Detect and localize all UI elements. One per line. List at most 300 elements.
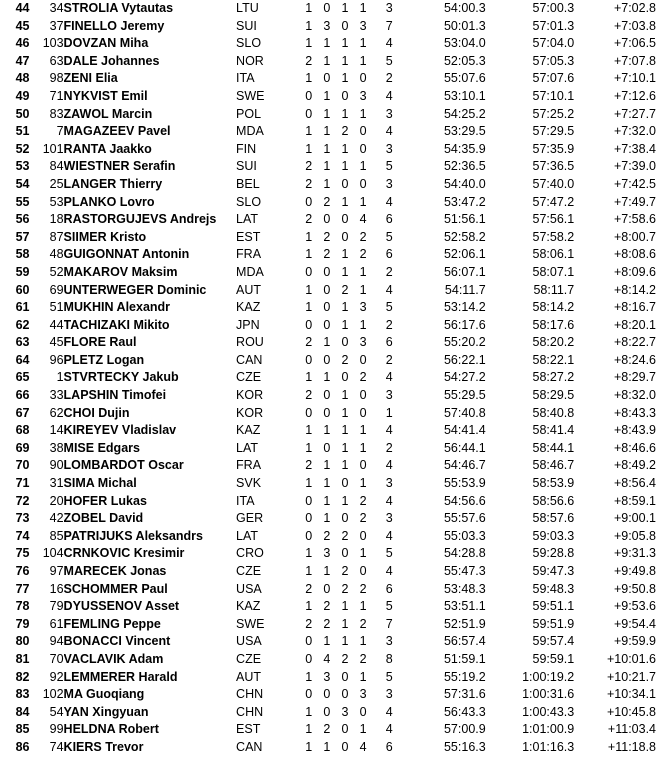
shooting-3-cell: 1 bbox=[341, 264, 349, 279]
behind-cell: +10:21.7 bbox=[606, 669, 656, 684]
athlete-name-cell: FINELLO Jeremy bbox=[63, 18, 165, 33]
behind-cell: +7:58.6 bbox=[613, 212, 656, 227]
shooting-4-cell: 1 bbox=[359, 476, 367, 491]
bib-cell: 70 bbox=[49, 651, 64, 666]
rank-cell: 81 bbox=[15, 651, 30, 666]
ski-time-cell: 56:17.6 bbox=[443, 317, 486, 332]
shooting-1-cell: 1 bbox=[305, 247, 313, 262]
shooting-2-cell: 1 bbox=[323, 36, 331, 51]
bib-cell: 74 bbox=[49, 739, 64, 754]
table-row bbox=[0, 387, 656, 405]
bib-cell: 61 bbox=[49, 616, 64, 631]
athlete-name-cell: WIESTNER Serafin bbox=[63, 159, 176, 174]
bib-cell: 33 bbox=[49, 388, 64, 403]
penalties-total-cell: 3 bbox=[385, 511, 393, 526]
table-row bbox=[0, 651, 656, 669]
nation-cell: LTU bbox=[236, 1, 259, 15]
shooting-1-cell: 0 bbox=[305, 651, 313, 666]
athlete-name-cell: MUKHIN Alexandr bbox=[63, 300, 171, 315]
ski-time-cell: 51:56.1 bbox=[443, 212, 486, 227]
nation-cell: KAZ bbox=[236, 300, 261, 315]
total-time-cell: 58:44.1 bbox=[532, 440, 575, 455]
bib-cell: 83 bbox=[49, 106, 64, 121]
shooting-1-cell: 2 bbox=[305, 458, 313, 473]
table-row bbox=[0, 457, 656, 475]
rank-cell: 46 bbox=[15, 36, 30, 51]
shooting-4-cell: 0 bbox=[359, 704, 367, 719]
rank-cell: 60 bbox=[15, 282, 30, 297]
penalties-total-cell: 4 bbox=[385, 282, 393, 297]
bib-cell: 92 bbox=[49, 669, 64, 684]
penalties-total-cell: 6 bbox=[385, 581, 393, 596]
shooting-2-cell: 1 bbox=[323, 176, 331, 191]
penalties-total-cell: 4 bbox=[385, 36, 393, 51]
total-time-cell: 57:47.2 bbox=[532, 194, 575, 209]
nation-cell: KAZ bbox=[236, 423, 261, 438]
shooting-3-cell: 1 bbox=[341, 300, 349, 315]
bib-cell: 20 bbox=[49, 493, 64, 508]
table-row bbox=[0, 493, 656, 511]
behind-cell: +7:38.4 bbox=[613, 141, 656, 156]
rank-cell: 64 bbox=[15, 352, 30, 367]
total-time-cell: 57:35.9 bbox=[532, 141, 575, 156]
shooting-1-cell: 2 bbox=[305, 159, 313, 174]
bib-cell: 54 bbox=[49, 704, 64, 719]
shooting-2-cell: 1 bbox=[323, 423, 331, 438]
table-row bbox=[0, 686, 656, 704]
rank-cell: 47 bbox=[15, 53, 30, 68]
rank-cell: 67 bbox=[15, 405, 30, 420]
behind-cell: +10:01.6 bbox=[606, 651, 656, 666]
total-time-cell: 57:10.1 bbox=[532, 88, 575, 103]
behind-cell: +8:20.1 bbox=[613, 317, 656, 332]
behind-cell: +9:00.1 bbox=[613, 511, 656, 526]
shooting-2-cell: 0 bbox=[323, 264, 331, 279]
athlete-name-cell: RANTA Jaakko bbox=[63, 141, 152, 156]
athlete-name-cell: DALE Johannes bbox=[63, 53, 160, 68]
behind-cell: +8:59.1 bbox=[613, 493, 656, 508]
rank-cell: 71 bbox=[15, 476, 30, 491]
ski-time-cell: 54:28.8 bbox=[443, 546, 486, 561]
behind-cell: +8:56.4 bbox=[613, 476, 656, 491]
shooting-4-cell: 3 bbox=[359, 300, 367, 315]
shooting-1-cell: 1 bbox=[305, 722, 313, 737]
athlete-name-cell: DYUSSENOV Asset bbox=[63, 599, 180, 614]
bib-cell: 18 bbox=[49, 212, 64, 227]
ski-time-cell: 53:04.0 bbox=[443, 36, 486, 51]
rank-cell: 73 bbox=[15, 511, 30, 526]
rank-cell: 59 bbox=[15, 264, 30, 279]
athlete-name-cell: FEMLING Peppe bbox=[63, 616, 161, 631]
table-row bbox=[0, 299, 656, 317]
shooting-2-cell: 0 bbox=[323, 352, 331, 367]
athlete-name-cell: RASTORGUJEVS Andrejs bbox=[63, 212, 217, 227]
bib-cell: 103 bbox=[42, 36, 64, 51]
shooting-1-cell: 1 bbox=[305, 739, 313, 754]
athlete-name-cell: UNTERWEGER Dominic bbox=[63, 282, 207, 297]
shooting-1-cell: 1 bbox=[305, 564, 313, 578]
ski-time-cell: 54:40.0 bbox=[443, 176, 486, 191]
shooting-2-cell: 1 bbox=[323, 511, 331, 526]
shooting-4-cell: 1 bbox=[359, 634, 367, 649]
ski-time-cell: 53:10.1 bbox=[443, 88, 486, 103]
shooting-4-cell: 1 bbox=[359, 423, 367, 438]
table-row bbox=[0, 616, 656, 634]
shooting-2-cell: 0 bbox=[323, 704, 331, 719]
behind-cell: +9:59.9 bbox=[613, 634, 656, 649]
ski-time-cell: 56:44.1 bbox=[443, 440, 486, 455]
nation-cell: AUT bbox=[236, 669, 262, 684]
ski-time-cell: 55:07.6 bbox=[443, 71, 486, 86]
total-time-cell: 58:41.4 bbox=[532, 423, 575, 438]
total-time-cell: 58:06.1 bbox=[532, 247, 575, 262]
shooting-3-cell: 0 bbox=[341, 335, 349, 350]
nation-cell: LAT bbox=[236, 440, 259, 455]
shooting-3-cell: 1 bbox=[341, 71, 349, 86]
table-row bbox=[0, 422, 656, 440]
penalties-total-cell: 5 bbox=[385, 300, 393, 315]
shooting-2-cell: 4 bbox=[323, 651, 331, 666]
penalties-total-cell: 4 bbox=[385, 423, 393, 438]
behind-cell: +8:46.6 bbox=[613, 440, 656, 455]
shooting-3-cell: 2 bbox=[341, 651, 349, 666]
rank-cell: 58 bbox=[15, 247, 30, 262]
table-row bbox=[0, 229, 656, 247]
shooting-2-cell: 0 bbox=[323, 317, 331, 332]
behind-cell: +11:18.8 bbox=[607, 739, 656, 754]
nation-cell: CZE bbox=[236, 370, 262, 385]
behind-cell: +7:03.8 bbox=[613, 18, 656, 33]
behind-cell: +8:14.2 bbox=[613, 282, 656, 297]
nation-cell: MDA bbox=[236, 264, 264, 279]
total-time-cell: 58:20.2 bbox=[532, 335, 575, 350]
shooting-1-cell: 1 bbox=[305, 546, 313, 561]
nation-cell: FRA bbox=[236, 247, 262, 262]
penalties-total-cell: 2 bbox=[385, 71, 393, 86]
penalties-total-cell: 7 bbox=[385, 18, 393, 33]
shooting-3-cell: 1 bbox=[341, 1, 349, 15]
rank-cell: 51 bbox=[15, 124, 30, 139]
table-row bbox=[0, 704, 656, 722]
nation-cell: EST bbox=[236, 722, 261, 737]
shooting-4-cell: 3 bbox=[359, 18, 367, 33]
bib-cell: 42 bbox=[49, 511, 64, 526]
rank-cell: 54 bbox=[15, 176, 30, 191]
rank-cell: 84 bbox=[15, 704, 30, 719]
shooting-4-cell: 0 bbox=[359, 388, 367, 403]
rank-cell: 65 bbox=[15, 370, 30, 385]
shooting-3-cell: 0 bbox=[341, 176, 349, 191]
shooting-4-cell: 1 bbox=[359, 106, 367, 121]
total-time-cell: 1:01:00.9 bbox=[522, 722, 575, 737]
athlete-name-cell: GUIGONNAT Antonin bbox=[63, 247, 190, 262]
athlete-name-cell: LEMMERER Harald bbox=[63, 669, 178, 684]
behind-cell: +7:07.8 bbox=[613, 53, 656, 68]
shooting-4-cell: 0 bbox=[359, 124, 367, 139]
shooting-1-cell: 2 bbox=[305, 616, 313, 631]
shooting-4-cell: 0 bbox=[359, 405, 367, 420]
table-row bbox=[0, 282, 656, 300]
penalties-total-cell: 3 bbox=[385, 106, 393, 121]
table-row bbox=[0, 405, 656, 423]
total-time-cell: 58:17.6 bbox=[532, 317, 575, 332]
behind-cell: +7:49.7 bbox=[613, 194, 656, 209]
athlete-name-cell: PLANKO Lovro bbox=[63, 194, 155, 209]
total-time-cell: 58:53.9 bbox=[532, 476, 575, 491]
penalties-total-cell: 5 bbox=[385, 53, 393, 68]
penalties-total-cell: 7 bbox=[385, 616, 393, 631]
bib-cell: 14 bbox=[49, 423, 64, 438]
athlete-name-cell: BONACCI Vincent bbox=[63, 634, 171, 649]
rank-cell: 72 bbox=[15, 493, 30, 508]
shooting-4-cell: 0 bbox=[359, 528, 367, 543]
shooting-4-cell: 2 bbox=[359, 247, 367, 262]
shooting-4-cell: 3 bbox=[359, 335, 367, 350]
athlete-name-cell: PLETZ Logan bbox=[63, 352, 145, 367]
shooting-4-cell: 4 bbox=[359, 212, 367, 227]
bib-cell: 51 bbox=[49, 300, 64, 315]
shooting-1-cell: 0 bbox=[305, 405, 313, 420]
penalties-total-cell: 3 bbox=[385, 476, 393, 491]
bib-cell: 52 bbox=[49, 264, 64, 279]
rank-cell: 50 bbox=[15, 106, 30, 121]
shooting-1-cell: 2 bbox=[305, 388, 313, 403]
shooting-4-cell: 3 bbox=[359, 88, 367, 103]
total-time-cell: 57:25.2 bbox=[532, 106, 575, 121]
shooting-1-cell: 0 bbox=[305, 264, 313, 279]
shooting-2-cell: 0 bbox=[323, 212, 331, 227]
total-time-cell: 58:29.5 bbox=[532, 388, 575, 403]
shooting-1-cell: 1 bbox=[305, 36, 313, 51]
ski-time-cell: 53:47.2 bbox=[443, 194, 486, 209]
rank-cell: 57 bbox=[15, 229, 30, 244]
athlete-name-cell: MISE Edgars bbox=[63, 440, 140, 455]
rank-cell: 63 bbox=[15, 335, 30, 350]
total-time-cell: 59:47.3 bbox=[532, 564, 575, 578]
ski-time-cell: 53:48.3 bbox=[443, 581, 486, 596]
behind-cell: +7:02.8 bbox=[613, 1, 656, 15]
bib-cell: 94 bbox=[49, 634, 64, 649]
penalties-total-cell: 4 bbox=[385, 370, 393, 385]
behind-cell: +8:24.6 bbox=[613, 352, 656, 367]
shooting-2-cell: 1 bbox=[323, 124, 331, 139]
shooting-4-cell: 2 bbox=[359, 581, 367, 596]
table-row bbox=[0, 369, 656, 387]
athlete-name-cell: CHOI Dujin bbox=[63, 405, 130, 420]
shooting-2-cell: 2 bbox=[323, 194, 331, 209]
bib-cell: 44 bbox=[49, 317, 64, 332]
shooting-4-cell: 0 bbox=[359, 458, 367, 473]
bib-cell: 63 bbox=[49, 53, 64, 68]
ski-time-cell: 53:51.1 bbox=[443, 599, 486, 614]
shooting-4-cell: 2 bbox=[359, 511, 367, 526]
table-row bbox=[0, 545, 656, 563]
shooting-3-cell: 1 bbox=[341, 317, 349, 332]
ski-time-cell: 55:57.6 bbox=[443, 511, 486, 526]
shooting-1-cell: 2 bbox=[305, 53, 313, 68]
shooting-2-cell: 3 bbox=[323, 669, 331, 684]
bib-cell: 101 bbox=[42, 141, 64, 156]
total-time-cell: 57:05.3 bbox=[532, 53, 575, 68]
rank-cell: 49 bbox=[15, 88, 30, 103]
rank-cell: 56 bbox=[15, 212, 30, 227]
bib-cell: 7 bbox=[56, 124, 64, 139]
ski-time-cell: 55:29.5 bbox=[443, 388, 486, 403]
shooting-1-cell: 1 bbox=[305, 704, 313, 719]
ski-time-cell: 55:16.3 bbox=[443, 739, 486, 754]
shooting-2-cell: 3 bbox=[323, 18, 331, 33]
shooting-3-cell: 2 bbox=[341, 528, 349, 543]
penalties-total-cell: 6 bbox=[385, 335, 393, 350]
total-time-cell: 57:29.5 bbox=[532, 124, 575, 139]
shooting-1-cell: 1 bbox=[305, 229, 313, 244]
penalties-total-cell: 5 bbox=[385, 599, 393, 614]
total-time-cell: 59:57.4 bbox=[532, 634, 575, 649]
total-time-cell: 57:36.5 bbox=[532, 159, 575, 174]
behind-cell: +10:45.8 bbox=[606, 704, 656, 719]
penalties-total-cell: 5 bbox=[385, 669, 393, 684]
total-time-cell: 57:56.1 bbox=[532, 212, 575, 227]
bib-cell: 31 bbox=[49, 476, 64, 491]
table-row bbox=[0, 88, 656, 106]
table-row bbox=[0, 581, 656, 599]
shooting-3-cell: 0 bbox=[341, 739, 349, 754]
ski-time-cell: 57:00.9 bbox=[443, 722, 486, 737]
ski-time-cell: 55:03.3 bbox=[443, 528, 486, 543]
behind-cell: +10:34.1 bbox=[606, 687, 656, 702]
bib-cell: 84 bbox=[49, 159, 64, 174]
shooting-1-cell: 1 bbox=[305, 300, 313, 315]
shooting-2-cell: 0 bbox=[323, 405, 331, 420]
shooting-2-cell: 1 bbox=[323, 88, 331, 103]
table-row bbox=[0, 70, 656, 88]
total-time-cell: 58:46.7 bbox=[532, 458, 575, 473]
table-row bbox=[0, 352, 656, 370]
shooting-2-cell: 1 bbox=[323, 564, 331, 578]
table-row bbox=[0, 0, 656, 18]
rank-cell: 86 bbox=[15, 739, 30, 754]
bib-cell: 16 bbox=[49, 581, 64, 596]
penalties-total-cell: 3 bbox=[385, 634, 393, 649]
behind-cell: +7:42.5 bbox=[613, 176, 656, 191]
table-row bbox=[0, 598, 656, 616]
behind-cell: +8:16.7 bbox=[613, 300, 656, 315]
nation-cell: KAZ bbox=[236, 599, 261, 614]
behind-cell: +9:05.8 bbox=[613, 528, 656, 543]
shooting-3-cell: 1 bbox=[341, 405, 349, 420]
shooting-2-cell: 2 bbox=[323, 247, 331, 262]
nation-cell: CRO bbox=[236, 546, 264, 561]
ski-time-cell: 57:40.8 bbox=[443, 405, 486, 420]
penalties-total-cell: 2 bbox=[385, 317, 393, 332]
shooting-1-cell: 2 bbox=[305, 581, 313, 596]
total-time-cell: 58:11.7 bbox=[533, 282, 575, 297]
shooting-2-cell: 1 bbox=[323, 106, 331, 121]
bib-cell: 37 bbox=[49, 18, 64, 33]
bib-cell: 97 bbox=[49, 564, 64, 578]
ski-time-cell: 52:36.5 bbox=[443, 159, 486, 174]
nation-cell: CZE bbox=[236, 651, 262, 666]
shooting-1-cell: 1 bbox=[305, 440, 313, 455]
rank-cell: 52 bbox=[15, 141, 30, 156]
nation-cell: CHN bbox=[236, 704, 264, 719]
table-row bbox=[0, 106, 656, 124]
penalties-total-cell: 6 bbox=[385, 212, 393, 227]
athlete-name-cell: TACHIZAKI Mikito bbox=[63, 317, 170, 332]
shooting-4-cell: 2 bbox=[359, 370, 367, 385]
behind-cell: +8:09.6 bbox=[613, 264, 656, 279]
shooting-3-cell: 1 bbox=[341, 493, 349, 508]
bib-cell: 38 bbox=[49, 440, 64, 455]
behind-cell: +7:39.0 bbox=[613, 159, 656, 174]
nation-cell: SWE bbox=[236, 616, 265, 631]
athlete-name-cell: LOMBARDOT Oscar bbox=[63, 458, 184, 473]
shooting-2-cell: 0 bbox=[323, 388, 331, 403]
nation-cell: SLO bbox=[236, 36, 262, 51]
shooting-1-cell: 0 bbox=[305, 528, 313, 543]
behind-cell: +8:22.7 bbox=[613, 335, 656, 350]
shooting-2-cell: 1 bbox=[323, 493, 331, 508]
table-row bbox=[0, 18, 656, 36]
shooting-4-cell: 2 bbox=[359, 493, 367, 508]
shooting-3-cell: 0 bbox=[341, 546, 349, 561]
shooting-1-cell: 1 bbox=[305, 282, 313, 297]
shooting-1-cell: 0 bbox=[305, 194, 313, 209]
penalties-total-cell: 4 bbox=[385, 722, 393, 737]
table-row bbox=[0, 528, 656, 546]
total-time-cell: 57:04.0 bbox=[532, 36, 575, 51]
penalties-total-cell: 5 bbox=[385, 546, 393, 561]
ski-time-cell: 53:14.2 bbox=[443, 300, 486, 315]
bib-cell: 79 bbox=[49, 599, 64, 614]
bib-cell: 90 bbox=[49, 458, 64, 473]
shooting-3-cell: 1 bbox=[341, 599, 349, 614]
shooting-1-cell: 1 bbox=[305, 599, 313, 614]
penalties-total-cell: 6 bbox=[385, 247, 393, 262]
behind-cell: +8:32.0 bbox=[613, 388, 656, 403]
ski-time-cell: 57:31.6 bbox=[443, 687, 486, 702]
athlete-name-cell: MAKAROV Maksim bbox=[63, 264, 178, 279]
behind-cell: +7:06.5 bbox=[613, 36, 656, 51]
shooting-2-cell: 2 bbox=[323, 528, 331, 543]
shooting-4-cell: 4 bbox=[359, 739, 367, 754]
nation-cell: LAT bbox=[236, 528, 259, 543]
total-time-cell: 1:00:43.3 bbox=[522, 704, 575, 719]
shooting-4-cell: 1 bbox=[359, 317, 367, 332]
athlete-name-cell: SCHOMMER Paul bbox=[63, 581, 168, 596]
athlete-name-cell: PATRIJUKS Aleksandrs bbox=[63, 528, 203, 543]
bib-cell: 45 bbox=[49, 335, 64, 350]
bib-cell: 96 bbox=[49, 352, 64, 367]
nation-cell: MDA bbox=[236, 124, 264, 139]
table-row bbox=[0, 563, 656, 581]
nation-cell: USA bbox=[236, 634, 262, 649]
nation-cell: KOR bbox=[236, 388, 264, 403]
bib-cell: 104 bbox=[42, 546, 64, 561]
total-time-cell: 57:00.3 bbox=[532, 1, 575, 15]
shooting-4-cell: 0 bbox=[359, 71, 367, 86]
behind-cell: +7:32.0 bbox=[613, 124, 656, 139]
penalties-total-cell: 8 bbox=[385, 651, 393, 666]
rank-cell: 68 bbox=[15, 423, 30, 438]
shooting-4-cell: 1 bbox=[359, 194, 367, 209]
shooting-4-cell: 2 bbox=[359, 616, 367, 631]
penalties-total-cell: 3 bbox=[385, 1, 393, 15]
nation-cell: CAN bbox=[236, 352, 263, 367]
rank-cell: 78 bbox=[15, 599, 30, 614]
nation-cell: GER bbox=[236, 511, 264, 526]
shooting-3-cell: 1 bbox=[341, 247, 349, 262]
